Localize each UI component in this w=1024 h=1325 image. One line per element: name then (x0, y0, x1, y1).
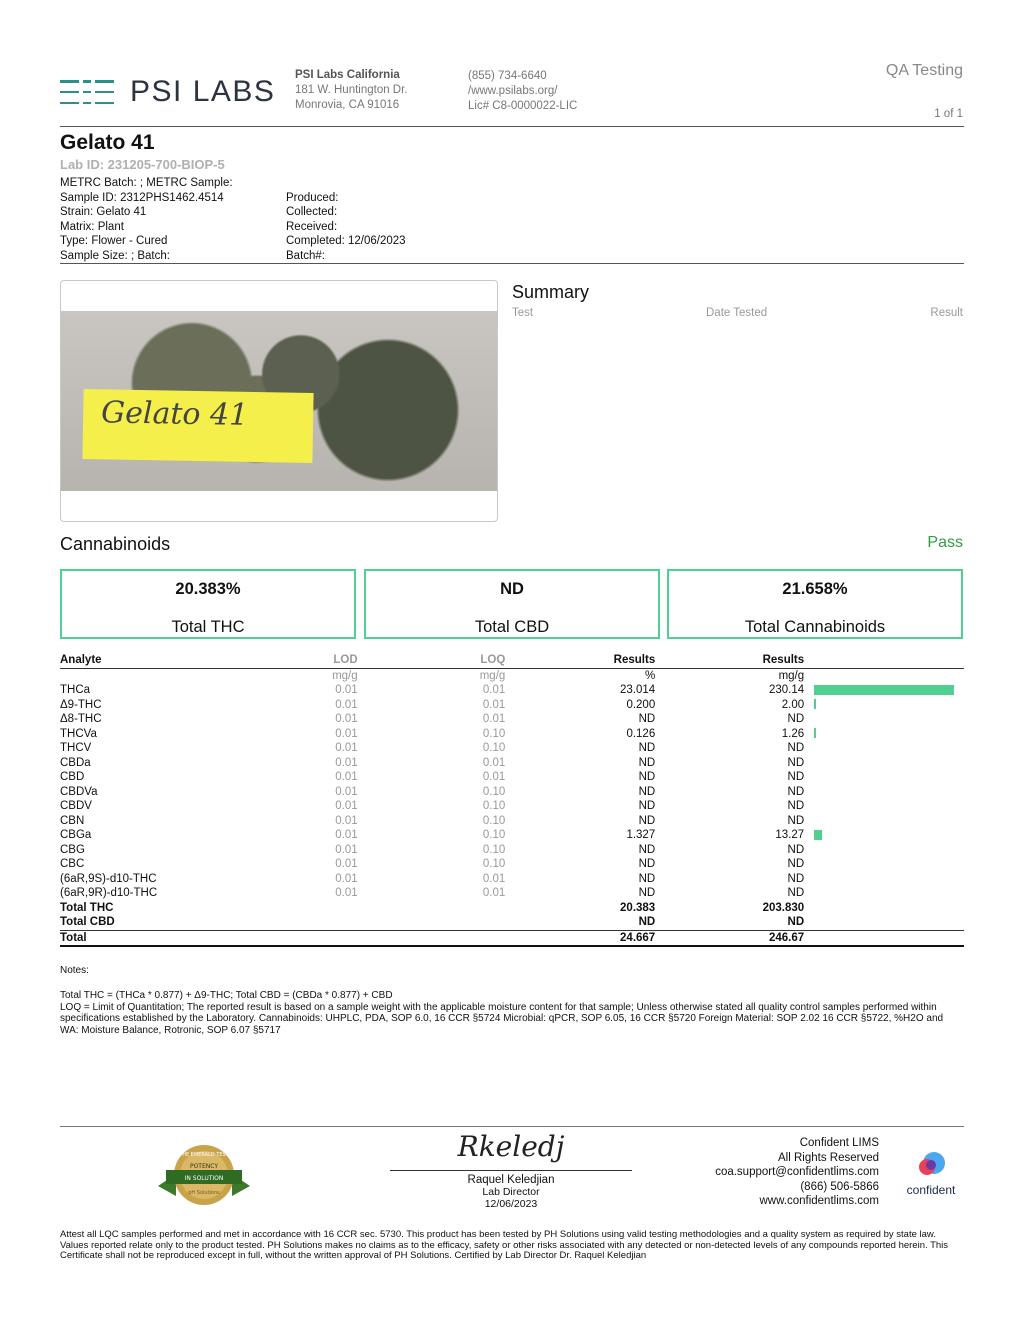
col-results-pct: Results (505, 653, 655, 668)
col-lod: LOD (297, 653, 357, 668)
table-row (60, 727, 964, 742)
analyte-loq: 0.10 (482, 858, 506, 870)
analyte-result-pct: ND (638, 756, 656, 769)
analyte-result-mgg: 230.14 (768, 684, 805, 696)
total-cbd-label: Total CBD (474, 618, 550, 636)
analyte-loq: 0.10 (482, 829, 506, 841)
analyte-lod: 0.01 (335, 843, 358, 856)
analyte-lod: 0.01 (335, 829, 358, 841)
table-header-row (60, 653, 964, 668)
lims-rights: All Rights Reserved (778, 1151, 879, 1164)
analyte-lod: 0.01 (335, 756, 358, 769)
badge-ph-solutions: pH Solutions (188, 1190, 220, 1196)
sample-type: Type: Flower - Cured (60, 235, 168, 247)
total-thc-label: Total THC (171, 618, 245, 636)
analyte-name: Δ9-THC (60, 698, 102, 711)
total-cannabinoids-box (667, 569, 963, 639)
total-row-bar (804, 930, 964, 946)
analyte-result-mgg: ND (787, 713, 805, 725)
analyte-bar (814, 830, 822, 840)
cannabinoid-table (60, 653, 964, 947)
logo-text: PSI LABS (130, 75, 276, 108)
lab-id: Lab ID: 231205-700-BIOP-5 (60, 157, 225, 172)
analyte-result-pct: 1.327 (626, 829, 656, 841)
analyte-result-mgg: 2.00 (781, 698, 805, 711)
doc-title: QA Testing (885, 62, 963, 79)
analyte-loq: 0.01 (482, 771, 506, 783)
lab-address (295, 68, 408, 113)
logo-mark-icon (60, 80, 114, 104)
analyte-result-pct: 0.200 (626, 698, 656, 711)
notes-body (60, 990, 964, 1036)
produced: Produced: (286, 191, 339, 204)
total-cbd-row-pct: ND (638, 916, 656, 928)
analyte-name: CBG (60, 843, 85, 856)
lims-email: coa.support@confidentlims.com (715, 1166, 879, 1178)
analyte-lod: 0.01 (335, 858, 358, 870)
unit-blank (60, 668, 297, 683)
analyte-result-mgg: ND (787, 756, 805, 769)
disclaimer: Attest all LQC samples performed and met in accordance with 16 CCR sec. 5730. This product has been tested by PH Solutions using valid testing methodologies and a quality system as required by state law. Values reported relate only to the product tested. PH Solutions makes no claims as to the efficacy, safety or other risks associated with any detected or non-detected levels of any compounds reported herein. This Certificate shall not be reproduced except in full, without the written approval of PH Solutions. Certified by Lab Director Dr. Raquel Keledjian (60, 1229, 949, 1261)
matrix: Matrix: Plant (60, 220, 124, 233)
total-thc-row-bar (804, 901, 964, 916)
analyte-result-mgg: ND (787, 771, 805, 783)
table-row (60, 799, 964, 814)
analyte-bar-cell (804, 843, 964, 858)
analyte-result-pct: ND (638, 858, 656, 870)
analyte-result-mgg: ND (787, 887, 805, 899)
table-row (60, 785, 964, 800)
analyte-loq: 0.01 (482, 887, 506, 899)
analyte-bar-cell (804, 886, 964, 901)
summary-col-test: Test (512, 307, 534, 319)
page-number: 1 of 1 (934, 108, 963, 120)
lab-contact (468, 69, 577, 114)
analyte-name: THCVa (60, 727, 97, 740)
analyte-bar-cell (804, 683, 964, 698)
analyte-lod: 0.01 (335, 713, 358, 725)
unit-bar-blank (804, 668, 964, 683)
analyte-result-pct: ND (638, 800, 656, 812)
summary-col-date: Date Tested (706, 307, 768, 319)
total-thc-row-mgg: 203.830 (762, 901, 805, 914)
total-thc-box (60, 569, 356, 639)
total-row-label: Total (60, 930, 297, 946)
col-loq: LOQ (358, 653, 506, 668)
header-divider (60, 126, 964, 127)
lab-name: PSI Labs California (295, 69, 400, 81)
analyte-result-pct: ND (638, 887, 656, 899)
analyte-result-pct: ND (638, 843, 656, 856)
table-row (60, 843, 964, 858)
analyte-loq: 0.01 (482, 713, 506, 725)
analyte-result-pct: 23.014 (620, 684, 656, 696)
analyte-result-pct: ND (638, 742, 656, 754)
total-row-loq (358, 930, 506, 946)
analyte-loq: 0.01 (482, 698, 506, 711)
sample-size: Sample Size: ; Batch: (60, 249, 170, 262)
lims-info (715, 1136, 879, 1209)
analyte-result-pct: ND (638, 713, 656, 725)
total-thc-row-loq (358, 901, 506, 916)
analyte-loq: 0.10 (482, 800, 506, 812)
lab-license: Lic# C8-0000022-LIC (468, 100, 578, 112)
lab-phone: (855) 734-6640 (468, 70, 547, 82)
analyte-result-pct: ND (638, 771, 656, 783)
total-cbd-row-label: Total CBD (60, 916, 115, 928)
received: Received: (286, 220, 338, 233)
unit-lod: mg/g (332, 669, 358, 682)
table-row (60, 770, 964, 785)
psi-labs-logo (60, 76, 275, 108)
analyte-lod: 0.01 (335, 887, 358, 899)
lab-city: Monrovia, CA 91016 (295, 99, 400, 111)
notes-line-1: Total THC = (THCa * 0.877) + Δ9-THC; Total CBD = (CBDa * 0.877) + CBD (60, 990, 393, 1001)
analyte-name: CBDa (60, 756, 91, 769)
analyte-bar-cell (804, 698, 964, 713)
total-thc-row-label: Total THC (60, 901, 114, 914)
analyte-lod: 0.01 (335, 684, 358, 696)
analyte-lod: 0.01 (335, 771, 358, 783)
table-row (60, 857, 964, 872)
analyte-lod: 0.01 (335, 727, 358, 740)
col-results-mgg: Results (655, 653, 804, 668)
strain: Strain: Gelato 41 (60, 206, 147, 218)
analyte-result-pct: ND (638, 814, 656, 827)
analyte-name: CBGa (60, 829, 92, 841)
analyte-result-mgg: ND (787, 843, 805, 856)
col-analyte: Analyte (60, 653, 297, 668)
analyte-result-mgg: ND (787, 742, 805, 754)
notes-label: Notes: (60, 965, 89, 976)
sample-name: Gelato 41 (60, 131, 155, 154)
analyte-name: CBN (60, 814, 85, 827)
unit-loq: mg/g (479, 669, 506, 682)
analyte-bar-cell (804, 785, 964, 800)
signature-line (390, 1170, 632, 1171)
analyte-lod: 0.01 (335, 785, 358, 798)
lims-name: Confident LIMS (799, 1137, 879, 1149)
confident-logo-icon (914, 1150, 948, 1180)
analyte-lod: 0.01 (335, 872, 358, 885)
analyte-loq: 0.01 (482, 756, 506, 769)
footer-divider (60, 1126, 964, 1127)
photo-label-sticker: Gelato 41 (82, 389, 313, 463)
analyte-bar-cell (804, 756, 964, 771)
table-row (60, 814, 964, 829)
badge-top-text: THE EMERALD TEST (179, 1152, 229, 1158)
product-image (61, 311, 497, 491)
total-cbd-row-loq (358, 915, 506, 930)
analyte-name: THCV (60, 742, 92, 754)
total-cbd-row-mgg: ND (787, 916, 805, 928)
analyte-result-mgg: ND (787, 785, 805, 798)
total-thc-row-lod (297, 901, 357, 916)
analyte-loq: 0.10 (482, 814, 506, 827)
total-cbd-row (60, 915, 964, 930)
analyte-result-mgg: ND (787, 800, 805, 812)
unit-mgg: mg/g (778, 669, 805, 682)
badge-in-solution: IN SOLUTION (184, 1175, 224, 1182)
summary-col-result: Result (930, 307, 963, 319)
sample-id: Sample ID: 2312PHS1462.4514 (60, 191, 224, 204)
table-row (60, 886, 964, 901)
table-row (60, 828, 964, 843)
confident-logo-text: confident (906, 1183, 956, 1197)
analyte-lod: 0.01 (335, 698, 358, 711)
analyte-bar-cell (804, 828, 964, 843)
table-row (60, 756, 964, 771)
notes-line-2: LOQ = Limit of Quantitation; The reported result is based on a sample weight with the applicable moisture content for that sample; Unless otherwise stated all quality control samples performed within specifications established by the Laboratory. Cannabinoids: UHPLC, PDA, SOP 6.0, 16 CCR §5724 Microbial: qPCR, SOP 6.05, 16 CCR §5720 Foreign Material: SOP 2.02 16 CCR §5722, %H2O and WA: Moisture Balance, Rotronic, SOP 6.07 §5717 (60, 1001, 944, 1036)
analyte-result-pct: ND (638, 872, 656, 885)
total-row-lod (297, 930, 357, 946)
analyte-loq: 0.10 (482, 785, 506, 798)
lab-street: 181 W. Huntington Dr. (295, 84, 408, 96)
unit-pct: % (644, 669, 656, 682)
collected: Collected: (286, 206, 338, 218)
batch-number: Batch#: (286, 249, 325, 262)
signer-role: Lab Director (482, 1186, 540, 1198)
total-thc-row-pct: 20.383 (620, 901, 656, 914)
total-row (60, 930, 964, 946)
signature-image: Rkeledj (457, 1130, 565, 1163)
total-row-mgg: 246.67 (655, 930, 804, 946)
analyte-loq: 0.10 (482, 742, 506, 754)
sample-details-left (60, 176, 233, 263)
analyte-bar-cell (804, 799, 964, 814)
analyte-name: (6aR,9R)-d10-THC (60, 887, 158, 899)
total-cannabinoids-label: Total Cannabinoids (744, 618, 886, 636)
total-row-pct: 24.667 (505, 930, 655, 946)
analyte-bar-cell (804, 770, 964, 785)
analyte-loq: 0.10 (482, 843, 506, 856)
analyte-result-mgg: ND (787, 872, 805, 885)
analyte-result-mgg: 13.27 (775, 829, 805, 841)
analyte-bar-cell (804, 872, 964, 887)
signer-name: Raquel Keledjian (467, 1174, 555, 1186)
sample-divider (60, 263, 964, 264)
lab-website: /www.psilabs.org/ (468, 85, 558, 97)
analyte-lod: 0.01 (335, 814, 358, 827)
table-row (60, 872, 964, 887)
confident-logo (902, 1150, 960, 1197)
total-cbd-row-lod (297, 915, 357, 930)
lims-website: www.confidentlims.com (759, 1195, 879, 1207)
analyte-bar-cell (804, 741, 964, 756)
lims-phone: (866) 506-5866 (800, 1180, 879, 1193)
analyte-name: CBDVa (60, 785, 98, 798)
analyte-loq: 0.10 (482, 727, 506, 740)
analyte-result-mgg: ND (787, 858, 805, 870)
table-row (60, 741, 964, 756)
analyte-name: (6aR,9S)-d10-THC (60, 872, 157, 885)
summary-title: Summary (512, 282, 590, 302)
total-cbd-value: ND (500, 580, 524, 598)
analyte-result-mgg: ND (787, 814, 805, 827)
analyte-bar-cell (804, 712, 964, 727)
metrc-line: METRC Batch: ; METRC Sample: (60, 177, 233, 189)
analyte-bar (814, 699, 816, 709)
analyte-name: CBC (60, 858, 85, 870)
sample-photo (60, 280, 498, 522)
analyte-result-pct: ND (638, 785, 656, 798)
table-row (60, 683, 964, 698)
sample-details-right (286, 191, 406, 264)
analyte-bar-cell (804, 727, 964, 742)
analyte-name: CBDV (60, 800, 92, 812)
units-row (60, 668, 964, 683)
analyte-name: Δ8-THC (60, 713, 102, 725)
analyte-result-pct: 0.126 (626, 727, 656, 740)
analyte-loq: 0.01 (482, 684, 506, 696)
col-bar (804, 653, 964, 668)
analyte-bar-cell (804, 857, 964, 872)
analyte-lod: 0.01 (335, 742, 358, 754)
cannabinoids-title: Cannabinoids (60, 534, 171, 554)
table-row (60, 698, 964, 713)
emerald-test-badge (156, 1144, 252, 1206)
analyte-name: CBD (60, 771, 85, 783)
badge-potency: POTENCY (189, 1163, 219, 1170)
analyte-result-mgg: 1.26 (781, 727, 805, 740)
analyte-bar (814, 685, 954, 695)
table-row (60, 712, 964, 727)
cannabinoids-status: Pass (927, 534, 963, 551)
analyte-lod: 0.01 (335, 800, 358, 812)
total-cannabinoids-value: 21.658% (782, 580, 848, 598)
analyte-bar (814, 728, 816, 738)
analyte-loq: 0.01 (482, 872, 506, 885)
total-cbd-row-bar (804, 915, 964, 930)
total-thc-value: 20.383% (175, 580, 241, 598)
signature-block (390, 1130, 632, 1210)
signer-date: 12/06/2023 (484, 1198, 538, 1210)
analyte-bar-cell (804, 814, 964, 829)
analyte-name: THCa (60, 684, 91, 696)
total-cbd-box (364, 569, 660, 639)
completed: Completed: 12/06/2023 (286, 235, 406, 247)
total-thc-row (60, 901, 964, 916)
